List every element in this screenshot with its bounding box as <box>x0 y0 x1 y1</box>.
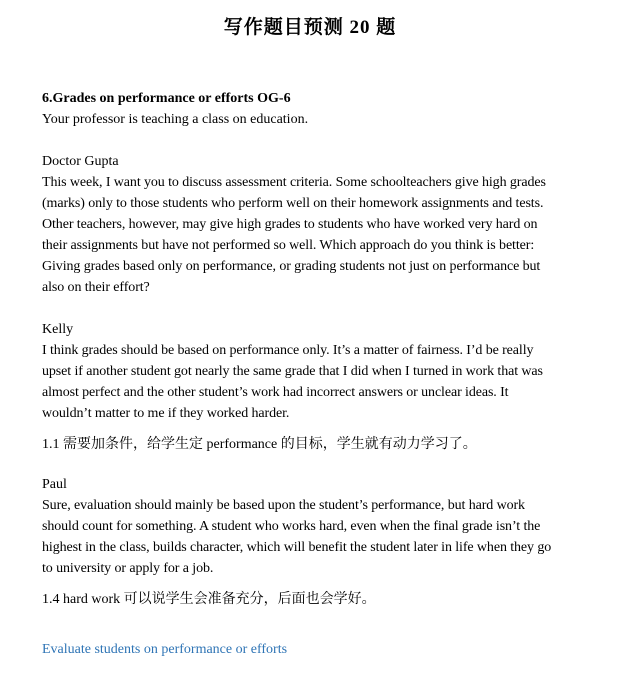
student2-response <box>42 495 590 579</box>
student2-line: should count for something. A student who works hard, even when the final grade isn’t the <box>42 519 541 534</box>
student1-response <box>42 340 590 424</box>
student1-line: wouldn’t matter to me if they worked harder. <box>42 406 290 421</box>
professor-line: (marks) only to those students who perform well on their homework assignments and tests. <box>42 196 544 211</box>
student1-line: almost perfect and the other student’s work had incorrect answers or unclear ideas. It <box>42 385 509 400</box>
professor-line: This week, I want you to discuss assessment criteria. Some schoolteachers give high grades <box>42 175 546 190</box>
document-body <box>42 88 590 660</box>
document-title: 写作题目预测 20 题 <box>223 17 397 38</box>
professor-line: Other teachers, however, may give high grades to students who have worked very hard on <box>42 217 538 232</box>
student2-line: highest in the class, builds character, which will benefit the student later in life when they go <box>42 540 552 555</box>
professor-prompt <box>42 172 590 298</box>
professor-name: Doctor Gupta <box>42 154 119 169</box>
professor-line: Giving grades based only on performance, or grading students not just on performance but <box>42 259 541 274</box>
student1-line: upset if another student got nearly the same grade that I did when I turned in work that was <box>42 364 543 379</box>
student1-name: Kelly <box>42 322 74 337</box>
footer-link[interactable]: Evaluate students on performance or efforts <box>42 642 288 657</box>
student1-line: I think grades should be based on performance only. It’s a matter of fairness. I’d be really <box>42 343 534 358</box>
student2-note: 1.4 hard work 可以说学生会准备充分，后面也会学好。 <box>42 592 376 607</box>
professor-line: also on their effort? <box>42 280 150 295</box>
section-intro: Your professor is teaching a class on education. <box>42 112 309 127</box>
student2-line: to university or apply for a job. <box>42 561 214 576</box>
professor-line: their assignments but have not performed so well. Which approach do you think is better: <box>42 238 535 253</box>
student2-name: Paul <box>42 477 67 492</box>
student2-line: Sure, evaluation should mainly be based upon the student’s performance, but hard work <box>42 498 525 513</box>
student1-note: 1.1 需要加条件，给学生定 performance 的目标，学生就有动力学习了。 <box>42 437 477 452</box>
section-heading: 6.Grades on performance or efforts OG-6 <box>42 91 291 106</box>
